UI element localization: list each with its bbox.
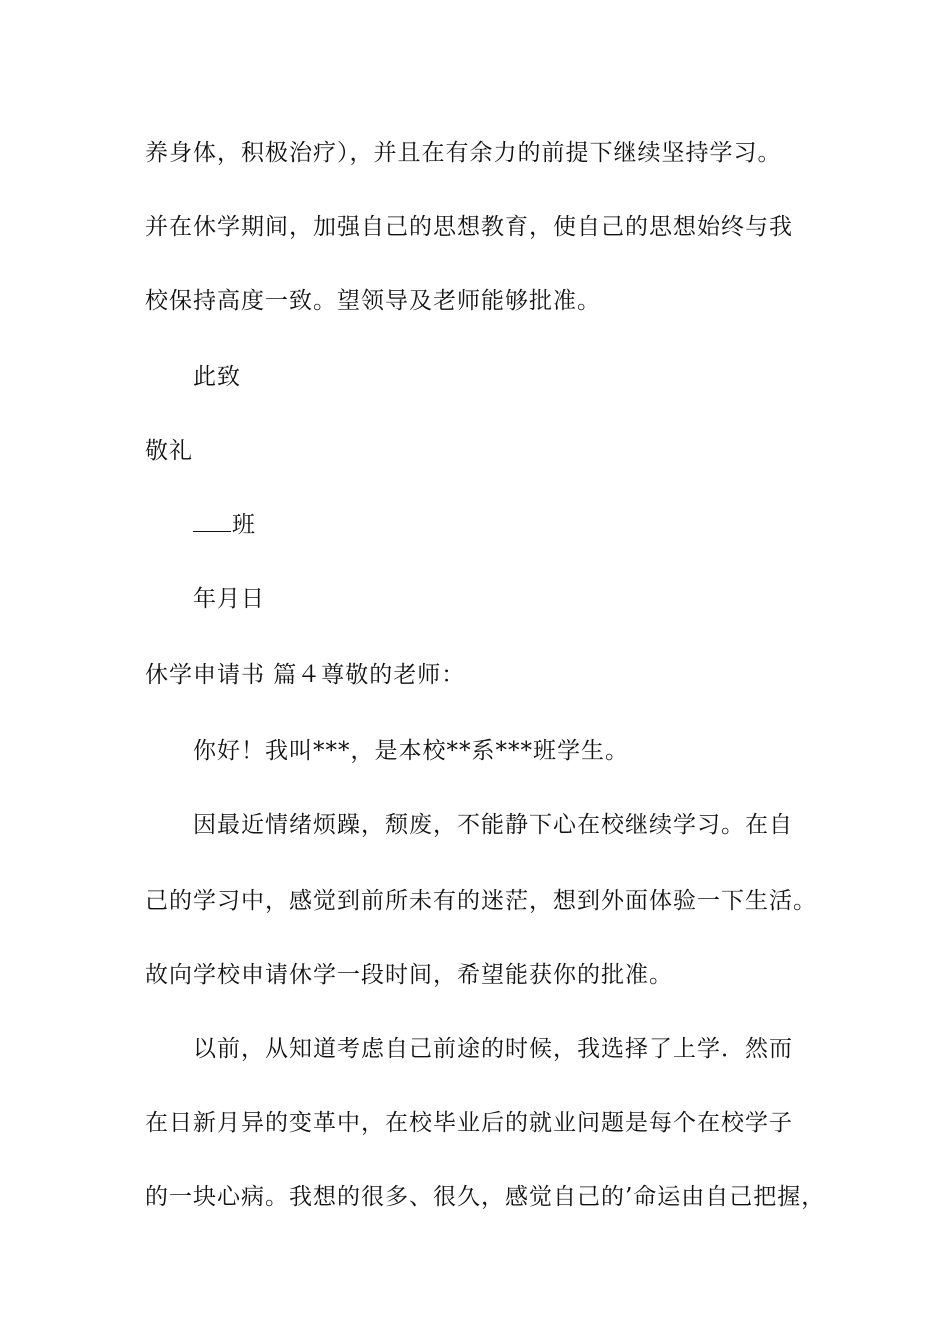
signature-class-line xyxy=(193,510,256,540)
body-line-8: 在日新月异的变革中，在校毕业后的就业问题是每个在校学子 xyxy=(145,1110,793,1136)
body-line-4: 因最近情绪烦躁，颓废，不能静下心在校继续学习。在自 xyxy=(193,812,793,838)
blank-underline xyxy=(193,513,231,532)
body-line-1: 养身体，积极治疗），并且在有余力的前提下继续坚持学习。 xyxy=(145,140,782,166)
body-line-3: 校保持高度一致。望领导及老师能够批准。 xyxy=(145,288,601,314)
date-line: 年月日 xyxy=(193,586,265,612)
closing-salutation: 此致 xyxy=(193,364,241,390)
section-heading: 休学申请书 篇４尊敬的老师： xyxy=(145,662,466,688)
class-label: 班 xyxy=(232,512,256,538)
closing-respect: 敬礼 xyxy=(145,438,193,464)
body-line-9: 的一块心病。我想的很多、很久，感觉自己的’命运由自己把握， xyxy=(145,1184,826,1210)
greeting-line: 你好！我叫***，是本校**系***班学生。 xyxy=(193,738,629,764)
body-line-2: 并在休学期间，加强自己的思想教育，使自己的思想始终与我 xyxy=(145,214,793,240)
body-line-7: 以前，从知道考虑自己前途的时候，我选择了上学．然而 xyxy=(193,1036,793,1062)
body-line-6: 故向学校申请休学一段时间，希望能获你的批准。 xyxy=(145,962,673,988)
body-line-5: 己的学习中，感觉到前所未有的迷茫，想到外面体验一下生活。 xyxy=(145,888,817,914)
